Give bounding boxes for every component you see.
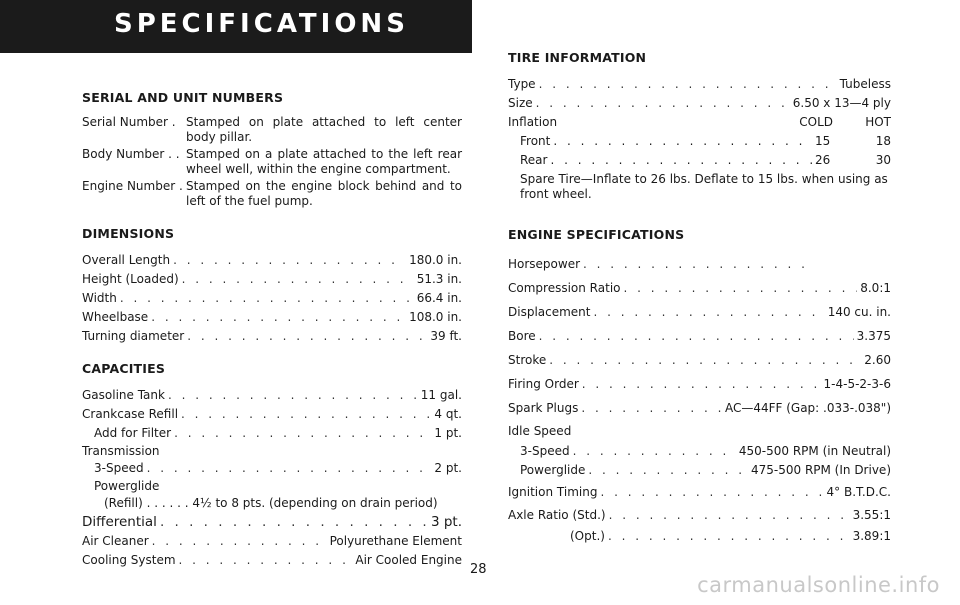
spec-label: Air Cleaner xyxy=(82,534,149,548)
spec-label: Crankcase Refill xyxy=(82,407,179,421)
cold-value: 15 xyxy=(815,134,831,148)
page-title: SPECIFICATIONS xyxy=(114,9,409,39)
spec-label: Rear xyxy=(520,153,548,167)
spec-row-wheelbase xyxy=(82,308,462,327)
idle-speed-label: Idle Speed xyxy=(508,424,572,438)
spec-label: Overall Length xyxy=(82,253,171,267)
spec-row-turning-diameter xyxy=(82,327,462,346)
spec-row-axle-ratio-std xyxy=(508,504,891,526)
serial-heading: SERIAL AND UNIT NUMBERS xyxy=(82,90,284,105)
serial-number-item xyxy=(82,115,462,145)
spec-label: Gasoline Tank xyxy=(82,388,165,402)
spec-label: Add for Filter xyxy=(94,426,172,440)
spec-label: Ignition Timing xyxy=(508,485,598,499)
spec-value: 51.3 in. xyxy=(416,272,462,286)
engine-heading: ENGINE SPECIFICATIONS xyxy=(508,227,685,242)
spec-row-tire-size xyxy=(508,94,891,113)
spec-label: 3-Speed xyxy=(94,461,144,475)
spec-value: 66.4 in. xyxy=(416,291,462,305)
right-column xyxy=(508,49,891,546)
body-number-text: Stamped on a plate attached to the left rear wheel well, within the engine compartment. xyxy=(186,147,462,176)
spec-value: 4° B.T.D.C. xyxy=(826,485,891,499)
spec-row-idle-powerglide xyxy=(508,461,891,480)
spec-row-gasoline-tank xyxy=(82,386,462,405)
spec-value: Polyurethane Element xyxy=(329,534,462,548)
spec-value: Tubeless xyxy=(839,77,891,91)
spec-label: Front xyxy=(520,134,551,148)
spec-row-differential xyxy=(82,513,462,532)
body-number-label: Body Number . . xyxy=(82,147,180,161)
spec-row-3-speed xyxy=(82,459,462,478)
spec-value: 3.375 xyxy=(856,329,891,343)
spec-row-ignition-timing xyxy=(508,480,891,504)
hot-value: 18 xyxy=(875,134,891,148)
left-column xyxy=(82,89,462,570)
spec-row-tire-type xyxy=(508,75,891,94)
spec-row-width xyxy=(82,289,462,308)
spec-value: 180.0 in. xyxy=(409,253,462,267)
spec-value: 8.0:1 xyxy=(860,281,891,295)
spec-label: 3-Speed xyxy=(520,444,570,458)
spec-row-axle-ratio-opt xyxy=(508,526,891,546)
spec-row-refill xyxy=(82,494,462,513)
spec-value: Air Cooled Engine xyxy=(355,553,462,567)
powerglide-label: Powerglide xyxy=(94,479,160,493)
capacities-heading: CAPACITIES xyxy=(82,361,166,376)
spec-label: Axle Ratio (Std.) xyxy=(508,508,606,522)
spec-row-horsepower xyxy=(508,252,891,276)
engine-number-item xyxy=(82,179,462,209)
spec-value: 3.55:1 xyxy=(852,508,891,522)
spec-value: 3 pt. xyxy=(430,514,462,530)
spec-label: Compression Ratio xyxy=(508,281,621,295)
spec-label: Height (Loaded) xyxy=(82,272,179,286)
spec-value: 11 gal. xyxy=(420,388,462,402)
spec-value: 2 pt. xyxy=(434,461,462,475)
spare-tire-note: Spare Tire—Inflate to 26 lbs. Deflate to 15 lbs. when using as front wheel. xyxy=(520,172,888,201)
spec-row-spark-plugs xyxy=(508,396,891,420)
dimensions-heading: DIMENSIONS xyxy=(82,226,175,241)
spec-value: 108.0 in. xyxy=(409,310,462,324)
spec-label: Wheelbase xyxy=(82,310,149,324)
spec-value: 450-500 RPM (in Neutral) xyxy=(738,444,891,458)
spec-value: 2.60 xyxy=(864,353,891,367)
spec-value: 4½ to 8 pts. (depending on drain period) xyxy=(192,496,438,510)
hot-value: 30 xyxy=(875,153,891,167)
watermark: carmanualsonline.info xyxy=(697,573,940,597)
spec-value: 3.89:1 xyxy=(852,529,891,543)
spec-row-height xyxy=(82,270,462,289)
spec-label: Size xyxy=(508,96,533,110)
spec-value: 4 qt. xyxy=(434,407,462,421)
spec-row-tire-front xyxy=(508,132,891,151)
spec-label: Powerglide xyxy=(520,463,586,477)
inflation-header-row xyxy=(508,113,891,132)
spec-label: Firing Order xyxy=(508,377,579,391)
spec-value: 1-4-5-2-3-6 xyxy=(823,377,891,391)
spec-row-firing-order xyxy=(508,372,891,396)
spec-value: 39 ft. xyxy=(430,329,462,343)
transmission-label: Transmission xyxy=(82,444,160,458)
spec-value: AC—44FF (Gap: .033-.038") xyxy=(724,401,891,415)
spec-row-displacement xyxy=(508,300,891,324)
spec-row-bore xyxy=(508,324,891,348)
spec-value: 475-500 RPM (In Drive) xyxy=(750,463,891,477)
spec-value: 6.50 x 13—4 ply xyxy=(792,96,891,110)
inflation-label: Inflation xyxy=(508,115,558,129)
spec-label: (Opt.) xyxy=(570,529,605,543)
spec-label: Displacement xyxy=(508,305,591,319)
cold-column-header: COLD xyxy=(799,115,833,129)
spec-row-cooling-system xyxy=(82,551,462,570)
spec-label: Bore xyxy=(508,329,536,343)
spec-label: Width xyxy=(82,291,117,305)
spec-label: Stroke xyxy=(508,353,547,367)
serial-number-label: Serial Number . xyxy=(82,115,176,129)
body-number-item xyxy=(82,147,462,177)
spec-row-add-for-filter xyxy=(82,424,462,443)
spec-value: 140 cu. in. xyxy=(827,305,891,319)
spec-row-compression-ratio xyxy=(508,276,891,300)
hot-column-header: HOT xyxy=(865,115,891,129)
engine-number-label: Engine Number . xyxy=(82,179,183,193)
cold-value: 26 xyxy=(815,153,831,167)
spec-row-tire-rear xyxy=(508,151,891,170)
spec-row-air-cleaner xyxy=(82,532,462,551)
page-number: 28 xyxy=(470,562,487,577)
spec-row-idle-3-speed xyxy=(508,442,891,461)
spec-row-stroke xyxy=(508,348,891,372)
spec-row-overall-length xyxy=(82,251,462,270)
tire-heading: TIRE INFORMATION xyxy=(508,50,647,65)
title-banner xyxy=(0,0,472,53)
spec-label: Cooling System xyxy=(82,553,176,567)
engine-number-text: Stamped on the engine block behind and to left of the fuel pump. xyxy=(186,179,462,208)
spec-label: Type xyxy=(508,77,536,91)
spec-label: Turning diameter xyxy=(82,329,185,343)
spec-label: Horsepower xyxy=(508,257,581,271)
spec-label: Differential xyxy=(82,514,157,530)
spec-row-crankcase-refill xyxy=(82,405,462,424)
serial-number-text: Stamped on plate attached to left center body pillar. xyxy=(186,115,462,144)
spec-label: Spark Plugs xyxy=(508,401,579,415)
spec-label: (Refill) . . . . . . xyxy=(104,496,189,510)
spec-value: 1 pt. xyxy=(434,426,462,440)
